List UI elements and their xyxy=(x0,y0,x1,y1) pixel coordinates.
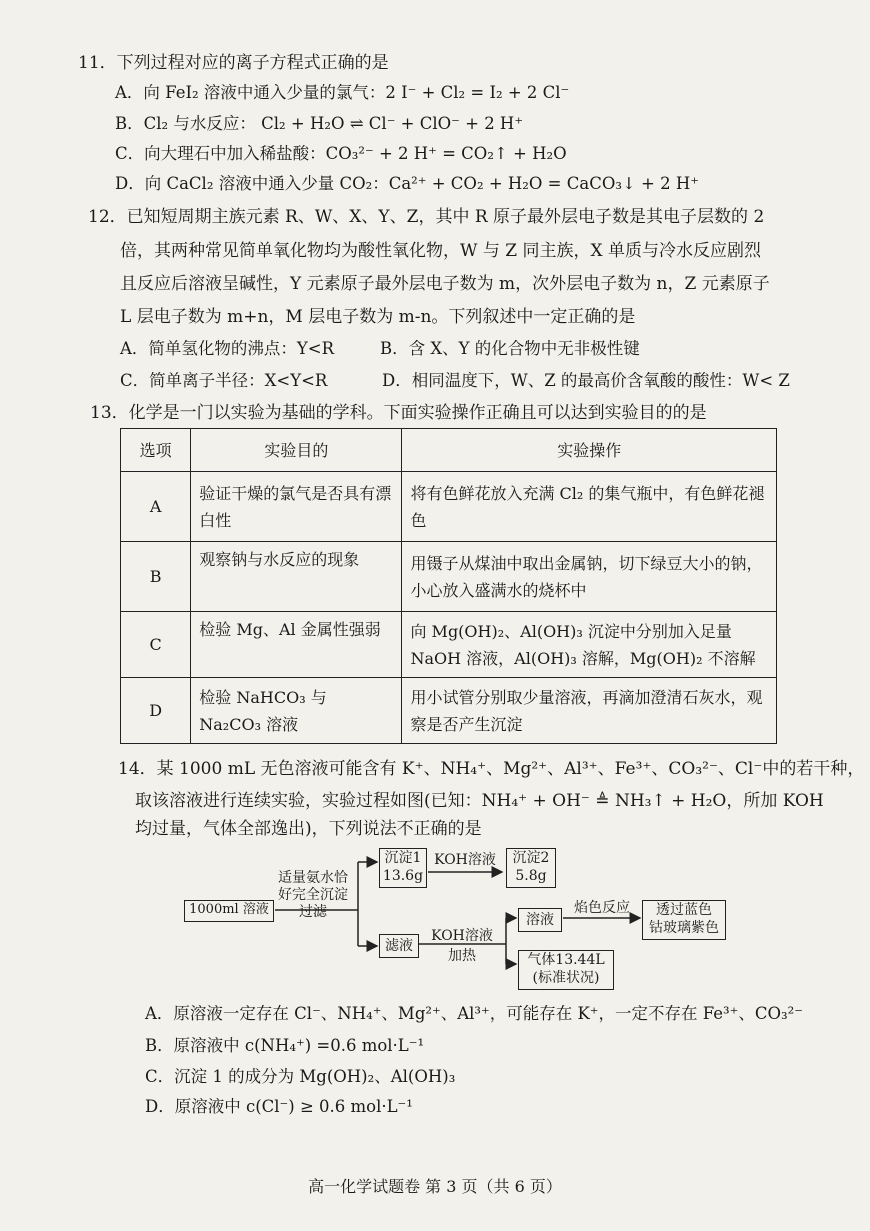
q14-line-3: 均过量，气体全部逸出)，下列说法不正确的是 xyxy=(135,819,482,839)
q14-option-d: D．原溶液中 c(Cl⁻) ≥ 0.6 mol·L⁻¹ xyxy=(145,1097,413,1116)
flow-precipitate-2-box xyxy=(506,848,556,888)
q14-option-a: A．原溶液一定存在 Cl⁻、NH₄⁺、Mg²⁺、Al³⁺，可能存在 K⁺，一定不存在 Fe³⁺、CO₃²⁻ xyxy=(145,1004,803,1023)
flow-reagent-line-1: 适量氨水恰 xyxy=(278,870,348,886)
row-goal: 检验 Mg、Al 金属性强弱 xyxy=(191,612,402,678)
flow-start-box: 1000ml 溶液 xyxy=(184,900,274,922)
page-footer: 高一化学试题卷 第 3 页（共 6 页） xyxy=(308,1177,562,1196)
q11-option-a: A．向 FeI₂ 溶液中通入少量的氯气：2 I⁻ + Cl₂ = I₂ + 2 Cl⁻ xyxy=(115,83,570,102)
row-option: B xyxy=(121,542,191,612)
table-row xyxy=(121,678,777,744)
row-goal: 观察钠与水反应的现象 xyxy=(191,542,402,612)
q14-option-c: C．沉淀 1 的成分为 Mg(OH)₂、Al(OH)₃ xyxy=(145,1067,456,1086)
q11-option-d: D．向 CaCl₂ 溶液中通入少量 CO₂：Ca²⁺ + CO₂ + H₂O = CaCO₃↓ + 2 H⁺ xyxy=(115,174,699,193)
table-row xyxy=(121,612,777,678)
q14-option-b: B．原溶液中 c(NH₄⁺) =0.6 mol·L⁻¹ xyxy=(145,1036,425,1055)
q11-stem: 11．下列过程对应的离子方程式正确的是 xyxy=(78,53,389,73)
flow-result-line-2: 钴玻璃紫色 xyxy=(649,920,719,936)
experiment-table xyxy=(120,428,777,744)
flow-solution-box: 溶液 xyxy=(518,908,562,932)
flow-precipitate-1-name: 沉淀1 xyxy=(384,850,422,866)
table-row xyxy=(121,542,777,612)
row-option: D xyxy=(121,678,191,744)
row-option: A xyxy=(121,472,191,542)
q11-option-b: B．Cl₂ 与水反应： Cl₂ + H₂O ⇌ Cl⁻ + ClO⁻ + 2 H⁺ xyxy=(115,114,524,133)
flow-flame-test-label: 焰色反应 xyxy=(574,900,630,916)
row-goal: 验证干燥的氯气是否具有漂白性 xyxy=(191,472,402,542)
q12-option-a: A．简单氢化物的沸点：Y<R xyxy=(120,339,335,358)
flow-filtrate-box: 滤液 xyxy=(379,934,419,958)
flow-koh-label-2 xyxy=(424,928,500,965)
flow-reagent-line-3: 过滤 xyxy=(299,904,327,920)
row-goal: 检验 NaHCO₃ 与 Na₂CO₃ 溶液 xyxy=(191,678,402,744)
q12-option-d: D．相同温度下，W、Z 的最高价含氧酸的酸性：W< Z xyxy=(382,371,790,390)
flow-precipitate-1-box xyxy=(379,848,427,888)
header-option: 选项 xyxy=(121,429,191,472)
experiment-flow-diagram xyxy=(180,842,740,992)
row-option: C xyxy=(121,612,191,678)
flow-koh-label-1: KOH溶液 xyxy=(434,852,496,868)
header-operation: 实验操作 xyxy=(402,429,777,472)
flow-reagent-line-2: 好完全沉淀 xyxy=(278,887,348,903)
flow-precipitate-2-mass: 5.8g xyxy=(515,868,547,884)
table-row xyxy=(121,472,777,542)
row-operation: 用镊子从煤油中取出金属钠，切下绿豆大小的钠，小心放入盛满水的烧杯中 xyxy=(402,542,777,612)
flow-koh-label-2-line-1: KOH溶液 xyxy=(431,928,493,944)
flow-gas-box xyxy=(518,950,614,990)
q12-line-4: L 层电子数为 m+n，M 层电子数为 m-n。下列叙述中一定正确的是 xyxy=(120,307,636,327)
flow-result-line-1: 透过蓝色 xyxy=(656,902,712,918)
flow-result-box xyxy=(642,900,726,940)
q12-option-b: B．含 X、Y 的化合物中无非极性键 xyxy=(380,339,640,358)
flow-gas-volume: 气体13.44L xyxy=(527,952,605,968)
header-goal: 实验目的 xyxy=(191,429,402,472)
row-operation: 将有色鲜花放入充满 Cl₂ 的集气瓶中，有色鲜花褪色 xyxy=(402,472,777,542)
flow-precipitate-2-name: 沉淀2 xyxy=(512,850,550,866)
flow-koh-label-2-line-2: 加热 xyxy=(448,948,476,964)
q12-line-1: 12．已知短周期主族元素 R、W、X、Y、Z，其中 R 原子最外层电子数是其电子层数的 2 xyxy=(88,207,765,227)
row-operation: 向 Mg(OH)₂、Al(OH)₃ 沉淀中分别加入足量 NaOH 溶液，Al(OH)₃ 溶解，Mg(OH)₂ 不溶解 xyxy=(402,612,777,678)
row-operation: 用小试管分别取少量溶液，再滴加澄清石灰水，观察是否产生沉淀 xyxy=(402,678,777,744)
flow-gas-condition: (标准状况) xyxy=(532,970,600,986)
q12-line-3: 且反应后溶液呈碱性，Y 元素原子最外层电子数为 m，次外层电子数为 n，Z 元素原子 xyxy=(120,274,770,294)
flow-precipitate-1-mass: 13.6g xyxy=(382,868,424,884)
q14-line-2: 取该溶液进行连续实验，实验过程如图(已知：NH₄⁺ + OH⁻ ≜ NH₃↑ + H₂O，所加 KOH xyxy=(135,791,824,811)
table-header-row xyxy=(121,429,777,472)
flow-reagent-label xyxy=(266,870,360,921)
q12-option-c: C．简单离子半径：X<Y<R xyxy=(120,371,328,390)
q13-stem: 13．化学是一门以实验为基础的学科。下面实验操作正确且可以达到实验目的的是 xyxy=(90,403,707,423)
q11-option-c: C．向大理石中加入稀盐酸：CO₃²⁻ + 2 H⁺ = CO₂↑ + H₂O xyxy=(115,144,567,163)
q14-line-1: 14．某 1000 mL 无色溶液可能含有 K⁺、NH₄⁺、Mg²⁺、Al³⁺、Fe³⁺、CO₃²⁻、Cl⁻中的若干种， xyxy=(118,759,865,779)
q12-line-2: 倍，其两种常见简单氧化物均为酸性氧化物，W 与 Z 同主族，X 单质与冷水反应剧烈 xyxy=(120,241,762,261)
